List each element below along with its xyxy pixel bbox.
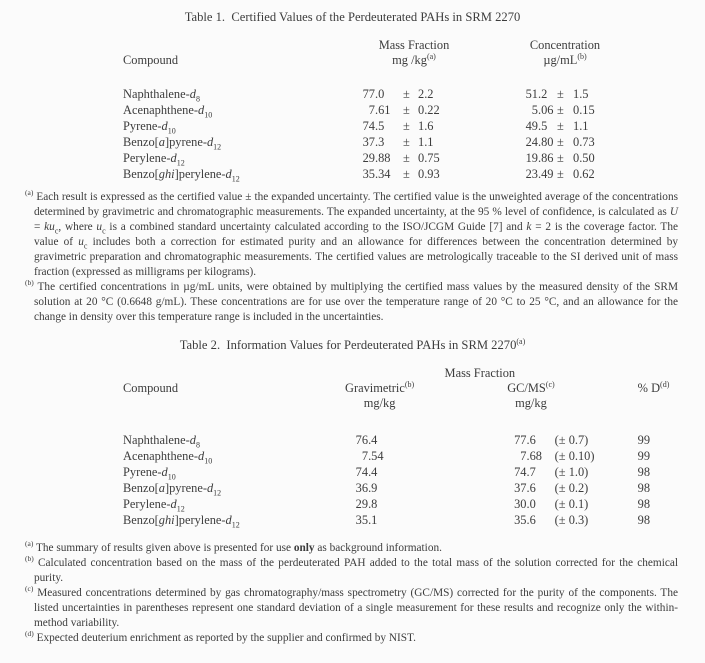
table1-header-row-1 [123,38,640,53]
table2-header-row-3 [123,396,680,411]
plus-minus-cell: ± [403,167,410,181]
value-int-cell: 36 [355,481,369,495]
column-header-mass-fraction: Mass Fraction [378,38,450,52]
gap-cell [605,166,640,182]
table-row [123,102,640,118]
value-int-cell: 19 [525,151,538,165]
gcms-uncertainty-cell: (± 0.3) [554,513,589,527]
table-row [123,480,680,496]
gap-cell [605,134,640,150]
uncertainty-cell: 0.22 [418,103,440,117]
compound-cell: Naphthalene-$d_8$ [123,433,200,450]
table-row [123,432,680,448]
plus-minus-cell: ± [557,151,564,165]
value-int-cell: 7 [361,449,369,463]
uncertainty-cell: 0.73 [573,135,595,149]
value-int-cell: 77 [514,433,527,447]
gap-cell [414,480,507,496]
footnote: $^{(a)}$ The summary of results given above is presented for use only as background information. [25,539,442,554]
footnote-ref-b: (b) [404,379,415,389]
value-dec-cell: .06 [538,103,554,117]
value-dec-cell: .2 [538,87,548,101]
column-header-compound: Compound [123,53,179,67]
table2-footnotes [25,539,679,646]
value-dec-cell: .0 [526,497,536,511]
value-int-cell: 30 [514,497,527,511]
table1-header-row-2 [123,53,640,68]
gap-cell [414,432,507,448]
footnote-ref-d: (d) [660,379,670,389]
gap-cell [466,134,525,150]
compound-cell: Pyrene-$d_{10}$ [123,465,176,482]
footnote-ref-a: (a) [516,336,526,346]
table-row [123,166,640,182]
table1 [123,38,640,182]
value-int-cell: 5 [531,103,538,117]
gap-cell [466,118,525,134]
table-row [123,118,640,134]
uncertainty-cell: 0.62 [573,167,595,181]
value-dec-cell: .61 [375,103,391,117]
value-int-cell: 29 [362,151,375,165]
footnote-marker: (a) [25,539,34,549]
value-int-cell: 74 [355,465,369,479]
value-dec-cell: .34 [375,167,391,181]
table-row [123,496,680,512]
gap-cell [414,464,507,480]
footnote-marker: (c) [25,584,34,594]
value-int-cell: 49 [525,119,538,133]
value-int-cell: 76 [355,433,369,447]
table-row [123,150,640,166]
gap-cell [414,448,507,464]
gcms-uncertainty-cell: (± 0.7) [554,433,589,447]
value-int-cell: 35 [514,513,527,527]
gcms-uncertainty-cell: (± 0.10) [554,449,595,463]
value-dec-cell: .5 [538,119,548,133]
spacer-row [123,68,640,86]
value-int-cell: 37 [514,481,527,495]
footnote-ref-b: (b) [577,51,587,61]
value-dec-cell: .80 [538,135,554,149]
compound-cell: Pyrene-$d_{10}$ [123,119,176,136]
table-row [123,464,680,480]
compound-cell: $Benzo[ghi]perylene-d_{12}$ [123,513,240,530]
compound-cell: Perylene-$d_{12}$ [123,151,185,168]
gap-cell [615,496,638,512]
plus-minus-cell: ± [403,119,410,133]
gap-cell [605,86,640,102]
value-int-cell: 23 [525,167,538,181]
plus-minus-cell: ± [557,103,564,117]
plus-minus-cell: ± [403,151,410,165]
plus-minus-cell: ± [403,103,410,117]
plus-minus-cell: ± [557,119,564,133]
compound-cell: $Benzo[a]pyrene-d_{12}$ [123,481,222,498]
value-dec-cell: .5 [375,119,385,133]
column-header-percent-d: % $D^{(d)}$ [637,379,670,395]
gap-cell [466,150,525,166]
footnote-ref-a: (a) [426,51,436,61]
gap-cell [605,118,640,134]
table-row [123,448,680,464]
column-header-conc-unit: $\mu g/mL^{(b)}$ [543,51,587,67]
value-int-cell: 7 [368,103,375,117]
value-dec-cell: .3 [375,135,385,149]
footnote: $^{(d)}$ Expected deuterium enrichment as reported by the supplier and confirmed by NIST. [25,629,416,644]
gap-cell [615,480,638,496]
value-int-cell: 35 [362,167,375,181]
value-int-cell: 77 [362,87,375,101]
gcms-uncertainty-cell: (± 0.1) [554,497,589,511]
plus-minus-cell: ± [403,87,410,101]
value-int-cell: 37 [362,135,375,149]
value-dec-cell: .6 [526,513,536,527]
compound-cell: $Benzo[ghi]perylene-d_{12}$ [123,167,240,184]
table-row [123,512,680,528]
gap-cell [615,432,638,448]
table2 [123,366,680,528]
uncertainty-cell: 0.15 [573,103,595,117]
uncertainty-cell: 0.50 [573,151,595,165]
column-header-gcms: GC/MS$^{(c)}$ [507,379,555,395]
column-header-gcms-unit: mg/kg [515,396,547,410]
gap-cell [615,448,638,464]
value-dec-cell: .9 [368,481,378,495]
column-header-gravimetric-unit: mg/kg [363,396,396,410]
value-int-cell: 29 [355,497,369,511]
value-dec-cell: .6 [526,481,536,495]
value-dec-cell: .7 [526,465,536,479]
uncertainty-cell: 0.75 [418,151,440,165]
footnote: $^{(b)}$ Calculated concentration based on the mass of the perdeuterated PAH added to the total mass of the solution corrected for the chemical purity. [25,554,679,584]
plus-minus-cell: ± [403,135,410,149]
plus-minus-cell: ± [557,135,564,149]
table2-header-row-1 [123,366,680,381]
percent-d-cell: 98 [637,481,651,495]
value-int-cell: 74 [514,465,527,479]
table-row [123,86,640,102]
value-dec-cell: .86 [538,151,554,165]
uncertainty-cell: 1.5 [573,87,589,101]
column-header-gravimetric: Gravimetric$^{(b)}$ [345,379,415,395]
gcms-uncertainty-cell: (± 0.2) [554,481,589,495]
gap-cell [615,512,638,528]
value-dec-cell: .1 [368,513,378,527]
gap-cell [615,464,638,480]
gap-cell [414,496,507,512]
table2-header-row-2 [123,381,680,396]
footnote-ref-c: (c) [545,379,555,389]
table2-title: Table 2. Information Values for Perdeuterated PAHs in SRM 2270$^{(a)}$ [179,336,526,352]
plus-minus-cell: ± [557,167,564,181]
percent-d-cell: 99 [637,433,651,447]
value-dec-cell: .49 [538,167,554,181]
plus-minus-cell: ± [557,87,564,101]
footnote: $^{(b)}$ The certified concentrations in µg/mL units, were obtained by multiplying the certified mass values by the measured density of the SRM solution at 20 °C (0.6648 g/mL). These concentrations are for use over the temperature range of 20 °C to 25 °C, and an allowance for the change in density over this temperature range is included in the uncertainties. [25,278,679,323]
value-dec-cell: .6 [526,433,536,447]
percent-d-cell: 98 [637,513,651,527]
uncertainty-cell: 1.6 [418,119,434,133]
column-header-compound: Compound [123,381,179,395]
compound-cell: Naphthalene-$d_8$ [123,87,200,104]
footnote: $^{(c)}$ Measured concentrations determined by gas chromatography/mass spectrometry (GC/MS) corrected for the purity of the components. The listed uncertainties in parentheses represent one standard deviation of a single measurement for these results and recognize only the within-method variability. [25,584,678,629]
gcms-uncertainty-cell: (± 1.0) [554,465,589,479]
table-row [123,134,640,150]
compound-cell: Perylene-$d_{12}$ [123,497,185,514]
uncertainty-cell: 1.1 [418,135,434,149]
footnote: $^{(a)}$ Each result is expressed as the certified value ± the expanded uncertainty. The certified value is the unweighted average of the concentrations determined by gravimetric and chromatographic measurements. The expanded uncertainty, at the 95 % level of confidence, is calculated as $U = ku_c$, where $u_c$ is a combined standard uncertainty calculated according to the ISO/JCGM Guide [7] and k = 2 is the coverage factor. The value of $u_c$ includes both a correction for estimated purity and an allowance for differences between the concentration determined by gravimetric preparation and chromatographic measurements. The certified values are metrologically traceable to the SI derived unit of mass fraction (expressed as milligrams per kilograms). [25,188,679,278]
value-dec-cell: .0 [375,87,385,101]
uncertainty-cell: 0.93 [418,167,440,181]
value-dec-cell: .68 [526,449,542,463]
footnote-marker: (b) [25,554,34,564]
column-header-mass-unit: mg $/kg^{(a)}$ [392,51,436,67]
value-dec-cell: .8 [368,497,378,511]
footnote-marker: (a) [25,188,34,198]
table1-title: Table 1. Certified Values of the Perdeuterated PAHs in SRM 2270 [184,10,521,24]
gap-cell [414,512,507,528]
value-int-cell: 35 [355,513,369,527]
table1-footnotes [25,188,679,325]
uncertainty-cell: 1.1 [573,119,589,133]
value-int-cell: 7 [520,449,527,463]
value-dec-cell: .54 [368,449,384,463]
value-int-cell: 51 [525,87,538,101]
percent-d-cell: 98 [637,465,651,479]
gap-cell [466,86,525,102]
gap-cell [466,102,525,118]
gap-cell [605,102,640,118]
column-header-concentration: Concentration [529,38,601,52]
value-dec-cell: .4 [368,433,378,447]
percent-d-cell: 99 [637,449,651,463]
gap-cell [605,150,640,166]
value-dec-cell: .4 [368,465,378,479]
value-int-cell: 74 [362,119,375,133]
compound-cell: Acenaphthene-$d_{10}$ [123,449,213,466]
percent-d-cell: 98 [637,497,651,511]
footnote-marker: (d) [25,629,34,639]
footnote-marker: (b) [25,278,34,288]
compound-cell: Acenaphthene-$d_{10}$ [123,103,213,120]
compound-cell: $Benzo[a]pyrene-d_{12}$ [123,135,222,152]
spacer-row [123,411,680,432]
uncertainty-cell: 2.2 [418,87,434,101]
column-header-mass-fraction: Mass Fraction [444,366,516,380]
gap-cell [466,166,525,182]
value-int-cell: 24 [525,135,538,149]
value-dec-cell: .88 [375,151,391,165]
